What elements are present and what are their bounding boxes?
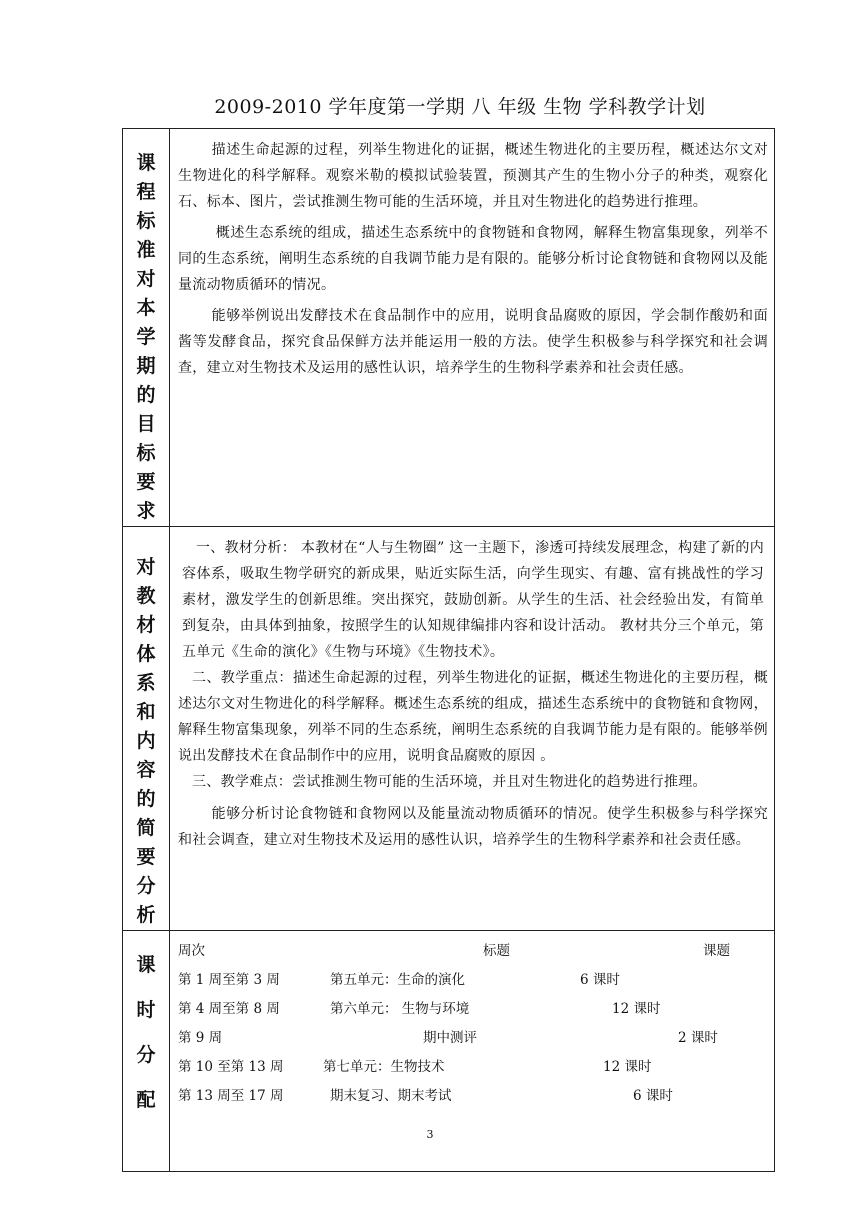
schedule-header-week: 周次 (178, 943, 205, 959)
schedule-header-hours: 课题 (703, 943, 730, 959)
schedule-week: 第 13 周至 17 周 (178, 1088, 284, 1104)
schedule-hours: 6 课时 (633, 1088, 673, 1104)
standards-label: 课程标准对本学期的目标要求 (136, 152, 156, 522)
schedule-topic: 期末复习、期末考试 (330, 1088, 452, 1104)
analysis-row (123, 527, 775, 931)
schedule-hours: 12 课时 (603, 1059, 652, 1075)
standards-paragraph: 概述生态系统的组成，描述生态系统中的食物链和食物网，解释生物富集现象，列举不同的生态系统，阐明生态系统的自我调节能力是有限的。能够分析讨论食物链和食物网以及能量流动物质循环的情况。 (178, 225, 768, 293)
analysis-paragraph: 二、教学重点：描述生命起源的过程，列举生物进化的证据，概述生物进化的主要历程，概述达尔文对生物进化的科学解释。概述生态系统的组成，描述生态系统中的食物链和食物网，解释生物富集现象，列举不同的生态系统，阐明生态系统的自我调节能力是有限的。能够举例说出发酵技术在食品制作中的应用，说明食品腐败的原因 。 (178, 670, 768, 764)
schedule-hours: 2 课时 (678, 1030, 718, 1046)
schedule-hours: 12 课时 (612, 1001, 661, 1017)
schedule-entry (178, 995, 768, 1024)
analysis-label-cell (123, 527, 170, 931)
schedule-entry (178, 1053, 768, 1082)
analysis-paragraph: 三、教学难点：尝试推测生物可能的生活环境，并且对生物进化的趋势进行推理。 (192, 774, 707, 790)
page-title: 2009-2010 学年度第一学期 八 年级 生物 学科教学计划 (214, 96, 706, 118)
schedule-entry (178, 1024, 768, 1053)
standards-label-cell (123, 129, 170, 527)
schedule-entry (178, 1082, 768, 1111)
standards-content (170, 129, 775, 527)
schedule-topic: 第七单元：生物技术 (323, 1059, 445, 1075)
analysis-label: 对教材体系和内容的简要分析 (136, 556, 156, 926)
schedule-hours: 6 课时 (580, 972, 620, 988)
analysis-content (170, 527, 775, 931)
schedule-topic: 期中测评 (423, 1030, 477, 1046)
schedule-header-topic: 标题 (483, 943, 510, 959)
standards-row (123, 129, 775, 527)
schedule-topic: 第五单元：生命的演化 (330, 972, 465, 988)
analysis-paragraph: 一、教材分析： 本教材在“人与生物圈” 这一主题下，渗透可持续发展理念，构建了新的内容体系，吸取生物学研究的新成果，贴近实际生活，向学生现实、有趣、富有挑战性的学习素材，激发学生的创新思维。突出探究，鼓励创新。从学生的生活、社会经验出发，有简单到复杂，由具体到抽象，按照学生的认知规律编排内容和设计活动。 教材共分三个单元，第五单元《生命的演化》《生物与环境》《生物技术》。 (182, 540, 764, 660)
schedule-label: 课时分配 (136, 954, 156, 1111)
standards-paragraph: 能够举例说出发酵技术在食品制作中的应用，说明食品腐败的原因，学会制作酸奶和面酱等发酵食品，探究食品保鲜方法并能运用一般的方法。使学生积极参与科学探究和社会调查，建立对生物技术及运用的感性认识，培养学生的生物科学素养和社会责任感。 (178, 308, 768, 376)
schedule-entry (178, 966, 768, 995)
schedule-week: 第 1 周至第 3 周 (178, 972, 280, 988)
teaching-plan-table (122, 128, 775, 1172)
schedule-header (178, 937, 768, 966)
standards-paragraph: 描述生命起源的过程，列举生物进化的证据，概述生物进化的主要历程，概述达尔文对生物进化的科学解释。观察米勒的模拟试验装置，预测其产生的生物小分子的种类，观察化石、标本、图片，尝试推测生物可能的生活环境，并且对生物进化的趋势进行推理。 (178, 142, 768, 210)
schedule-week: 第 4 周至第 8 周 (178, 1001, 280, 1017)
page-number: 3 (426, 1128, 434, 1141)
schedule-topic: 第六单元： 生物与环境 (330, 1001, 470, 1017)
schedule-week: 第 10 至第 13 周 (178, 1059, 284, 1075)
analysis-paragraph: 能够分析讨论食物链和食物网以及能量流动物质循环的情况。使学生积极参与科学探究和社会调查，建立对生物技术及运用的感性认识，培养学生的生物科学素养和社会责任感。 (178, 806, 768, 848)
schedule-week: 第 9 周 (178, 1030, 223, 1046)
